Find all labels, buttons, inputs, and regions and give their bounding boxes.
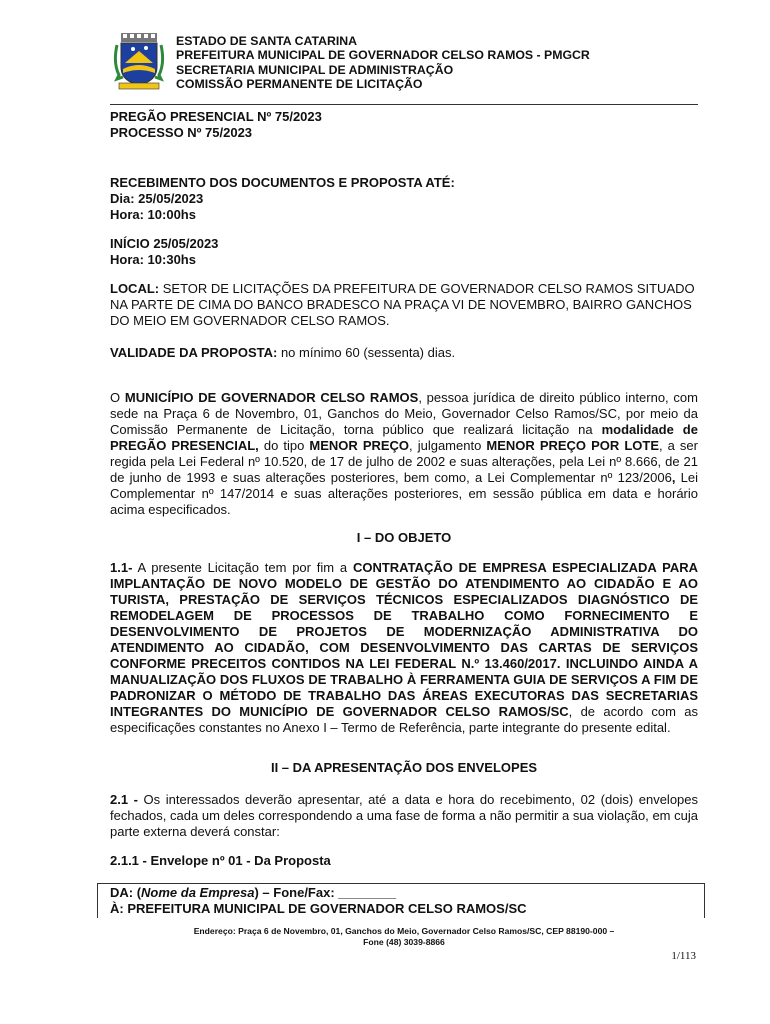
intro-comma: , [671,470,676,485]
municipal-crest-icon [113,33,165,91]
envelope-from-line [110,885,396,900]
intro-modalidade: modalidade de PREGÃO PRESENCIAL, [110,422,698,453]
intro-municipio: MUNICÍPIO DE GOVERNADOR CELSO RAMOS [124,390,419,405]
clause-2-1-number: 2.1 - [110,792,138,807]
envelope-from-suffix: ) – Fone/Fax: ________ [254,885,397,900]
header-line-comissao: COMISSÃO PERMANENTE DE LICITAÇÃO [176,77,423,92]
intro-tipo: MENOR PREÇO [309,438,410,453]
footer-address: Endereço: Praça 6 de Novembro, 01, Ganchos do Meio, Governador Celso Ramos/SC, CEP 88190-000 – [193,926,615,936]
clause-1-1-number: 1.1- [110,560,133,575]
inicio-hora: Hora: 10:30hs [110,252,196,267]
intro-text-5: , a ser regida pela Lei Federal nº 10.520, de 17 de julho de 2002 e suas alterações, pela Lei nº 8.666, de 21 de junho de 1993 e suas alterações posteriores, bem como, a Lei Complementar nº 123/2006 [110,438,698,485]
intro-julgamento: MENOR PREÇO POR LOTE [486,438,659,453]
header-line-state: ESTADO DE SANTA CATARINA [176,34,358,48]
page-number: 1/113 [671,950,696,962]
envelope-from-prefix: DA: ( [110,885,142,900]
footer-phone: Fone (48) 3039-8866 [363,937,445,947]
pregao-number: PREGÃO PRESENCIAL Nº 75/2023 [110,109,322,124]
envelopes-text: Os interessados deverão apresentar, até a data e hora do recebimento, 02 (dois) envelopes fechados, cada um deles correspondendo a uma fase de forma a não permitir a sua violação, em cuja parte externa deverá constar: [110,792,699,839]
header-line-secretaria: SECRETARIA MUNICIPAL DE ADMINISTRAÇÃO [176,62,454,77]
intro-text-2: , pessoa jurídica de direito público interno, com sede na Praça 6 de Novembro, 01, Ganchos do Meio, Governador Celso Ramos/SC, por meio da Comissão Permanente de Licitação, torna público que realizará licitação na [110,390,698,437]
header-line-prefeitura: PREFEITURA MUNICIPAL DE GOVERNADOR CELSO RAMOS - PMGCR [176,48,590,63]
intro-text-6: Lei Complementar nº 147/2014 e suas alterações posteriores, em sessão pública em data e horário acima especificados. [110,470,698,517]
recebimento-heading: RECEBIMENTO DOS DOCUMENTOS E PROPOSTA ATÉ: [110,175,455,190]
page-footer [110,926,698,948]
objeto-paragraph [110,560,698,736]
validade-label: VALIDADE DA PROPOSTA: [110,345,278,360]
section-objeto-title: I – DO OBJETO [356,530,452,545]
document-title [110,109,698,141]
local-text: SETOR DE LICITAÇÕES DA PREFEITURA DE GOVERNADOR CELSO RAMOS SITUADO NA PARTE DE CIMA DO BANCO BRADESCO NA PRAÇA VI DE NOVEMBRO, BAIRRO GANCHOS DO MEIO EM GOVERNADOR CELSO RAMOS. [110,281,695,328]
inicio-block [110,236,698,268]
envelope-company-name: Nome da Empresa [141,885,255,900]
intro-paragraph [110,390,698,518]
intro-text-4: , julgamento [409,438,487,453]
header-divider [110,104,698,105]
recebimento-hora: Hora: 10:00hs [110,207,196,222]
validade-text: no mínimo 60 (sessenta) dias. [277,345,456,360]
intro-text-1: O [110,390,125,405]
envelope-01-heading: 2.1.1 - Envelope nº 01 - Da Proposta [110,853,331,868]
processo-number: PROCESSO Nº 75/2023 [110,125,253,140]
objeto-text-1: A presente Licitação tem por fim a [132,560,353,575]
letterhead [176,34,590,92]
local-label: LOCAL: [110,281,160,296]
section-envelopes-title: II – DA APRESENTAÇÃO DOS ENVELOPES [270,760,538,775]
objeto-description: CONTRATAÇÃO DE EMPRESA ESPECIALIZADA PARA IMPLANTAÇÃO DE NOVO MODELO DE GESTÃO DO ATENDIMENTO AO CIDADÃO E AO TURISTA, PRESTAÇÃO DE SERVIÇOS TÉCNICOS ESPECIALIZADOS DIAGNÓSTICO DE REMODELAGEM DE PROCESSOS DE TRABALHO COMO FORNECIMENTO E DESENVOLVIMENTO DE PROJETOS DE MODERNIZAÇÃO ADMINISTRATIVA DO ATENDIMENTO AO CIDADÃO, COM DESENVOLVIMENTO DAS CARTAS DE SERVIÇOS CONFORME PRECEITOS CONTIDOS NA LEI FEDERAL N.º 13.460/2017. INCLUINDO AINDA A MANUALIZAÇÃO DOS FLUXOS DE TRABALHO À FERRAMENTA GUIA DE SERVIÇOS A FIM DE PADRONIZAR O MÉTODO DE TRABALHO DAS ÁREAS EXECUTORAS DAS SECRETARIAS INTEGRANTES DO MUNICÍPIO DE GOVERNADOR CELSO RAMOS/SC [110,560,698,719]
inicio-heading: INÍCIO 25/05/2023 [110,236,219,251]
local-paragraph [110,281,698,329]
objeto-text-2: , de acordo com as especificações constantes no Anexo I – Termo de Referência, parte integrante do presente edital. [110,704,698,735]
envelope-to-line: À: PREFEITURA MUNICIPAL DE GOVERNADOR CELSO RAMOS/SC [110,901,527,916]
recebimento-block [110,175,698,223]
intro-text-3: do tipo [258,438,310,453]
envelopes-paragraph [110,792,698,840]
recebimento-dia: Dia: 25/05/2023 [110,191,204,206]
validade-paragraph [110,345,698,361]
